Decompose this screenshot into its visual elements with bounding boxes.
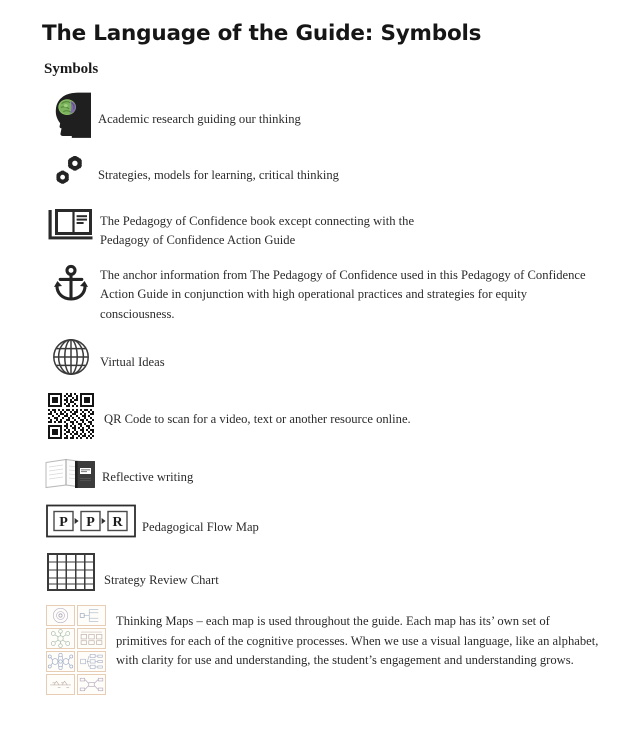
symbol-label bbox=[100, 337, 440, 373]
symbol-label bbox=[98, 92, 438, 130]
symbol-label bbox=[100, 393, 444, 430]
double-bubble-map-thumbnail bbox=[46, 651, 75, 672]
symbol-label-text: Strategy Review Chart bbox=[104, 573, 219, 588]
symbol-label-text: QR Code to scan for a video, text or another resource online. bbox=[104, 412, 411, 427]
multi-flow-map-thumbnail bbox=[77, 674, 106, 695]
symbol-label bbox=[98, 152, 438, 186]
symbol-label-text: The Pedagogy of Confidence book except connecting with the Pedagogy of Confidence Action Guide bbox=[100, 213, 415, 248]
list-item bbox=[42, 454, 600, 490]
symbol-label-text: Academic research guiding our thinking bbox=[98, 111, 301, 126]
notebook-icon bbox=[42, 454, 100, 490]
symbol-label-text: Reflective writing bbox=[102, 470, 194, 485]
list-item bbox=[42, 393, 600, 439]
svg-text:P: P bbox=[86, 515, 95, 531]
svg-text:R: R bbox=[112, 515, 123, 531]
symbol-label-text: Pedagogical Flow Map bbox=[142, 520, 259, 535]
bridge-map-thumbnail bbox=[46, 674, 75, 695]
gears-icon bbox=[42, 152, 98, 192]
symbol-label bbox=[100, 207, 440, 251]
list-item bbox=[42, 605, 600, 695]
page-title: The Language of the Guide: Symbols bbox=[42, 21, 482, 46]
head-brain-icon bbox=[42, 92, 98, 138]
list-item bbox=[42, 152, 600, 192]
brace-map-thumbnail bbox=[77, 651, 106, 672]
list-item bbox=[42, 337, 600, 377]
section-heading: Symbols bbox=[44, 60, 99, 77]
thinking-maps-icon bbox=[42, 605, 110, 695]
list-item bbox=[42, 92, 600, 138]
symbol-label bbox=[140, 503, 482, 538]
circle-map-thumbnail bbox=[46, 605, 75, 626]
globe-icon bbox=[42, 337, 100, 377]
list-item bbox=[42, 553, 600, 591]
grid-chart-icon bbox=[42, 553, 100, 591]
qr-code-icon bbox=[42, 393, 100, 439]
symbol-label bbox=[100, 553, 444, 591]
symbol-label-text: Virtual Ideas bbox=[100, 355, 165, 370]
thinking-maps-grid bbox=[46, 605, 106, 695]
list-item bbox=[42, 207, 600, 251]
svg-text:P: P bbox=[59, 515, 68, 531]
tree-map-thumbnail bbox=[77, 605, 106, 626]
list-item bbox=[42, 503, 600, 539]
symbol-legend-list bbox=[42, 92, 600, 696]
list-item bbox=[42, 263, 600, 325]
symbol-label-text: Strategies, models for learning, critical thinking bbox=[98, 167, 339, 182]
symbol-label-text: The anchor information from The Pedagogy of Confidence used in this Pedagogy of Confidence Action Guide in conjunction with high operational practices and strategies for equity consciousness. bbox=[100, 267, 586, 321]
flow-map-thumbnail bbox=[77, 628, 106, 649]
anchor-icon bbox=[42, 263, 100, 305]
symbol-label bbox=[100, 263, 600, 325]
open-book-icon bbox=[42, 207, 100, 245]
symbol-label bbox=[100, 454, 442, 488]
symbol-label-text: Thinking Maps – each map is used throughout the guide. Each map has its’ own set of primitives for each of the cognitive processes. When we use a visual language, like an alphabet, with clarity for use and understanding, the student’s engagement and understanding grows. bbox=[116, 614, 599, 668]
bubble-map-thumbnail bbox=[46, 628, 75, 649]
flow-map-icon bbox=[42, 503, 140, 539]
symbol-label bbox=[110, 605, 600, 671]
